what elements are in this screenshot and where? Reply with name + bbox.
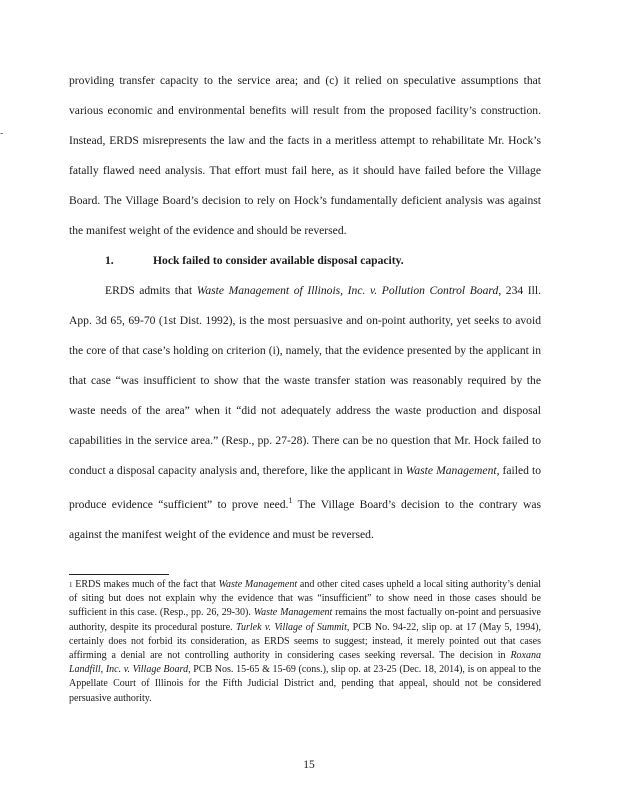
text-run: and other cited cases upheld a local siting authority’s denial of siting but does not explain why the evidence that was “insufficient” to show need in those cases should be sufficient in this case. (Resp., pp. 26, 29-30).	[69, 579, 541, 619]
footnote-separator	[69, 574, 169, 575]
margin-mark: -	[0, 128, 4, 139]
case-citation: Waste Management of Illinois, Inc. v. Pollution Control Board	[196, 284, 499, 297]
text-run: , PCB No. 94-22, slip op. at 17 (May 5, 1994), certainly does not forbid its consideration, as ERDS seems to suggest; instead, it merely pointed out that cases affirming a denial are not controlling authority in considering cases seeking reversal. The decision in	[69, 621, 542, 662]
case-citation: Waste Management	[405, 464, 497, 477]
paragraph-hock-analysis	[69, 276, 541, 550]
text-run: remains the most factually on-point and persuasive authority, despite its procedural posture.	[69, 607, 541, 633]
text-run: , failed to produce evidence “sufficient” to prove need.	[69, 464, 541, 511]
paragraph-continuation: providing transfer capacity to the service area; and (c) it relied on speculative assumptions that various economic and environmental benefits will result from the proposed facility’s construction. Instead, ERDS misrepresents the law and the facts in a meritless attempt to rehabilitate Mr. Hock’s fatally flawed need analysis. That effort must fail here, as it should have failed before the Village Board. The Village Board’s decision to rely on Hock’s fundamentally deficient analysis was against the manifest weight of the evidence and should be reversed.	[69, 74, 541, 237]
footnote-1	[69, 578, 541, 706]
text-run: The Village Board’s decision to the contrary was against the manifest weight of the evidence and must be reversed.	[69, 497, 541, 541]
case-citation: Roxana Landfill, Inc. v. Village Board	[69, 650, 541, 676]
text-run: , PCB Nos. 15-65 & 15-69 (cons.), slip op. at 23-25 (Dec. 18, 2014), is on appeal to the Appellate Court of Illinois for the Fifth Judicial District and, pending that appeal, should not be considered persuasive authority.	[69, 664, 541, 704]
footnote-marker: 1	[69, 581, 73, 589]
page-number: 15	[303, 759, 315, 771]
section-heading	[69, 246, 541, 276]
text-run: ERDS admits that	[105, 284, 197, 297]
text-run: ERDS makes much of the fact that	[72, 579, 219, 590]
heading-number: 1.	[105, 254, 114, 267]
heading-text: Hock failed to consider available disposal capacity.	[153, 254, 404, 267]
case-citation: Waste Management	[253, 607, 333, 619]
case-citation: Waste Management	[218, 579, 298, 590]
body-text	[69, 66, 541, 550]
case-citation: Turlek v. Village of Summit	[235, 621, 347, 633]
text-run: , 234 Ill. App. 3d 65, 69-70 (1st Dist. 1992), is the most persuasive and on-point authority, yet seeks to avoid the core of that case’s holding on criterion (i), namely, that the evidence presented by the applicant in that case “was insufficient to show that the waste transfer station was reasonably required by the waste needs of the area” when it “did not adequately address the waste production and disposal capabilities in the service area.” (Resp., pp. 27-28). There can be no question that Mr. Hock failed to conduct a disposal capacity analysis and, therefore, like the applicant in	[69, 284, 541, 477]
footnote-reference[interactable]: 1	[288, 496, 293, 505]
